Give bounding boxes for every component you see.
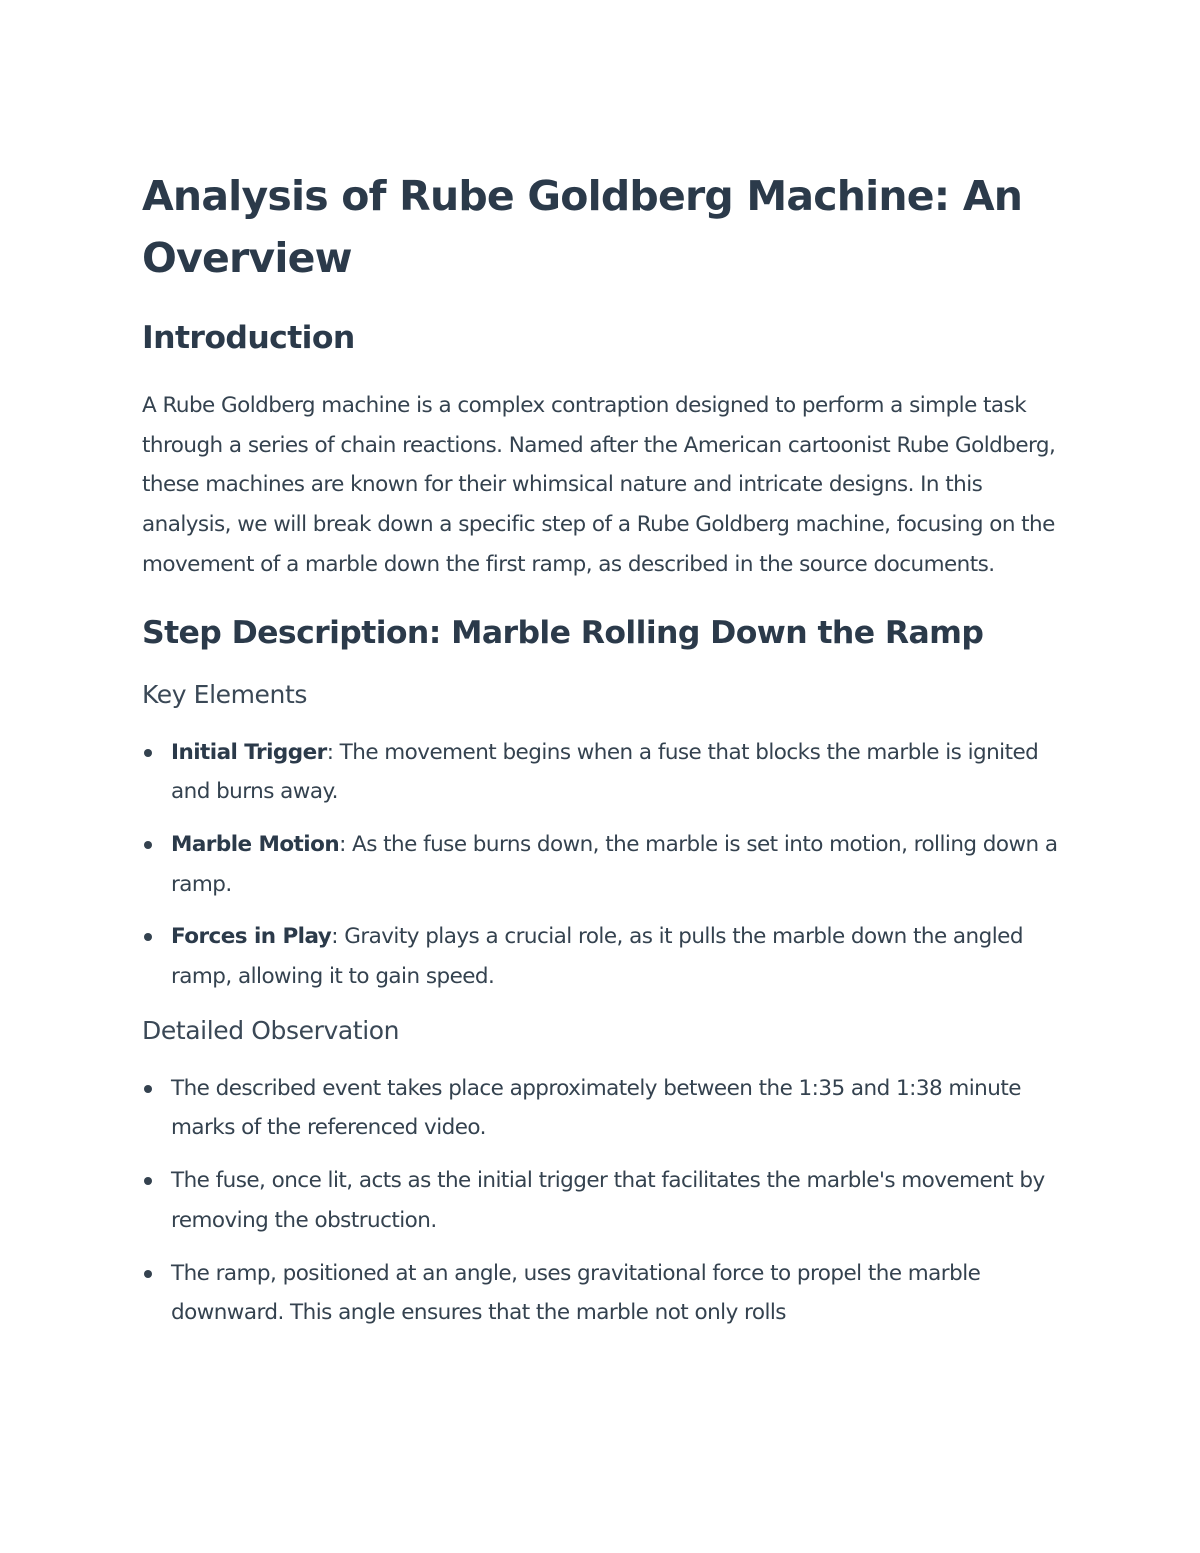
key-element-text: : Gravity plays a crucial role, as it pulls the marble down the angled ramp, allowing it to gain speed. xyxy=(171,924,1023,990)
introduction-paragraph: A Rube Goldberg machine is a complex contraption designed to perform a simple task through a series of chain reactions. Named after the American cartoonist Rube Goldberg, these machines are known for their whimsical nature and intricate designs. In this analysis, we will break down a specific step of a Rube Goldberg machine, focusing on the movement of a marble down the first ramp, as described in the source documents. xyxy=(142,393,1056,577)
key-element-term: Initial Trigger xyxy=(171,739,327,765)
detailed-observation-list xyxy=(142,1069,1062,1333)
document-title: Analysis of Rube Goldberg Machine: An Overview xyxy=(142,172,1023,282)
observation-item xyxy=(142,1069,1062,1148)
observation-text: The described event takes place approximately between the 1:35 and 1:38 minute marks of the referenced video. xyxy=(171,1075,1021,1141)
key-element-item xyxy=(142,917,1062,996)
bullet-icon xyxy=(144,1177,152,1185)
bullet-icon xyxy=(144,841,152,849)
observation-text: The ramp, positioned at an angle, uses gravitational force to propel the marble downward. This angle ensures that the marble not only rolls xyxy=(171,1260,981,1326)
observation-item xyxy=(142,1161,1062,1240)
introduction-heading: Introduction xyxy=(142,320,355,356)
document-page xyxy=(142,165,1062,1333)
bullet-icon xyxy=(144,933,152,941)
key-element-item xyxy=(142,733,1062,812)
key-element-term: Marble Motion xyxy=(171,831,340,857)
bullet-icon xyxy=(144,1270,152,1278)
key-element-text: : The movement begins when a fuse that blocks the marble is ignited and burns away. xyxy=(171,739,1039,805)
key-element-item xyxy=(142,825,1062,904)
key-elements-heading: Key Elements xyxy=(142,679,307,709)
observation-text: The fuse, once lit, acts as the initial trigger that facilitates the marble's movement by removing the obstruction. xyxy=(171,1168,1045,1233)
bullet-icon xyxy=(144,1085,152,1093)
key-elements-list xyxy=(142,733,1062,997)
key-element-text: : As the fuse burns down, the marble is set into motion, rolling down a ramp. xyxy=(171,831,1058,897)
bullet-icon xyxy=(144,749,152,757)
step-description-heading: Step Description: Marble Rolling Down the Ramp xyxy=(142,614,984,651)
observation-item xyxy=(142,1254,1062,1333)
key-element-term: Forces in Play xyxy=(171,924,332,950)
detailed-observation-heading: Detailed Observation xyxy=(142,1015,400,1045)
